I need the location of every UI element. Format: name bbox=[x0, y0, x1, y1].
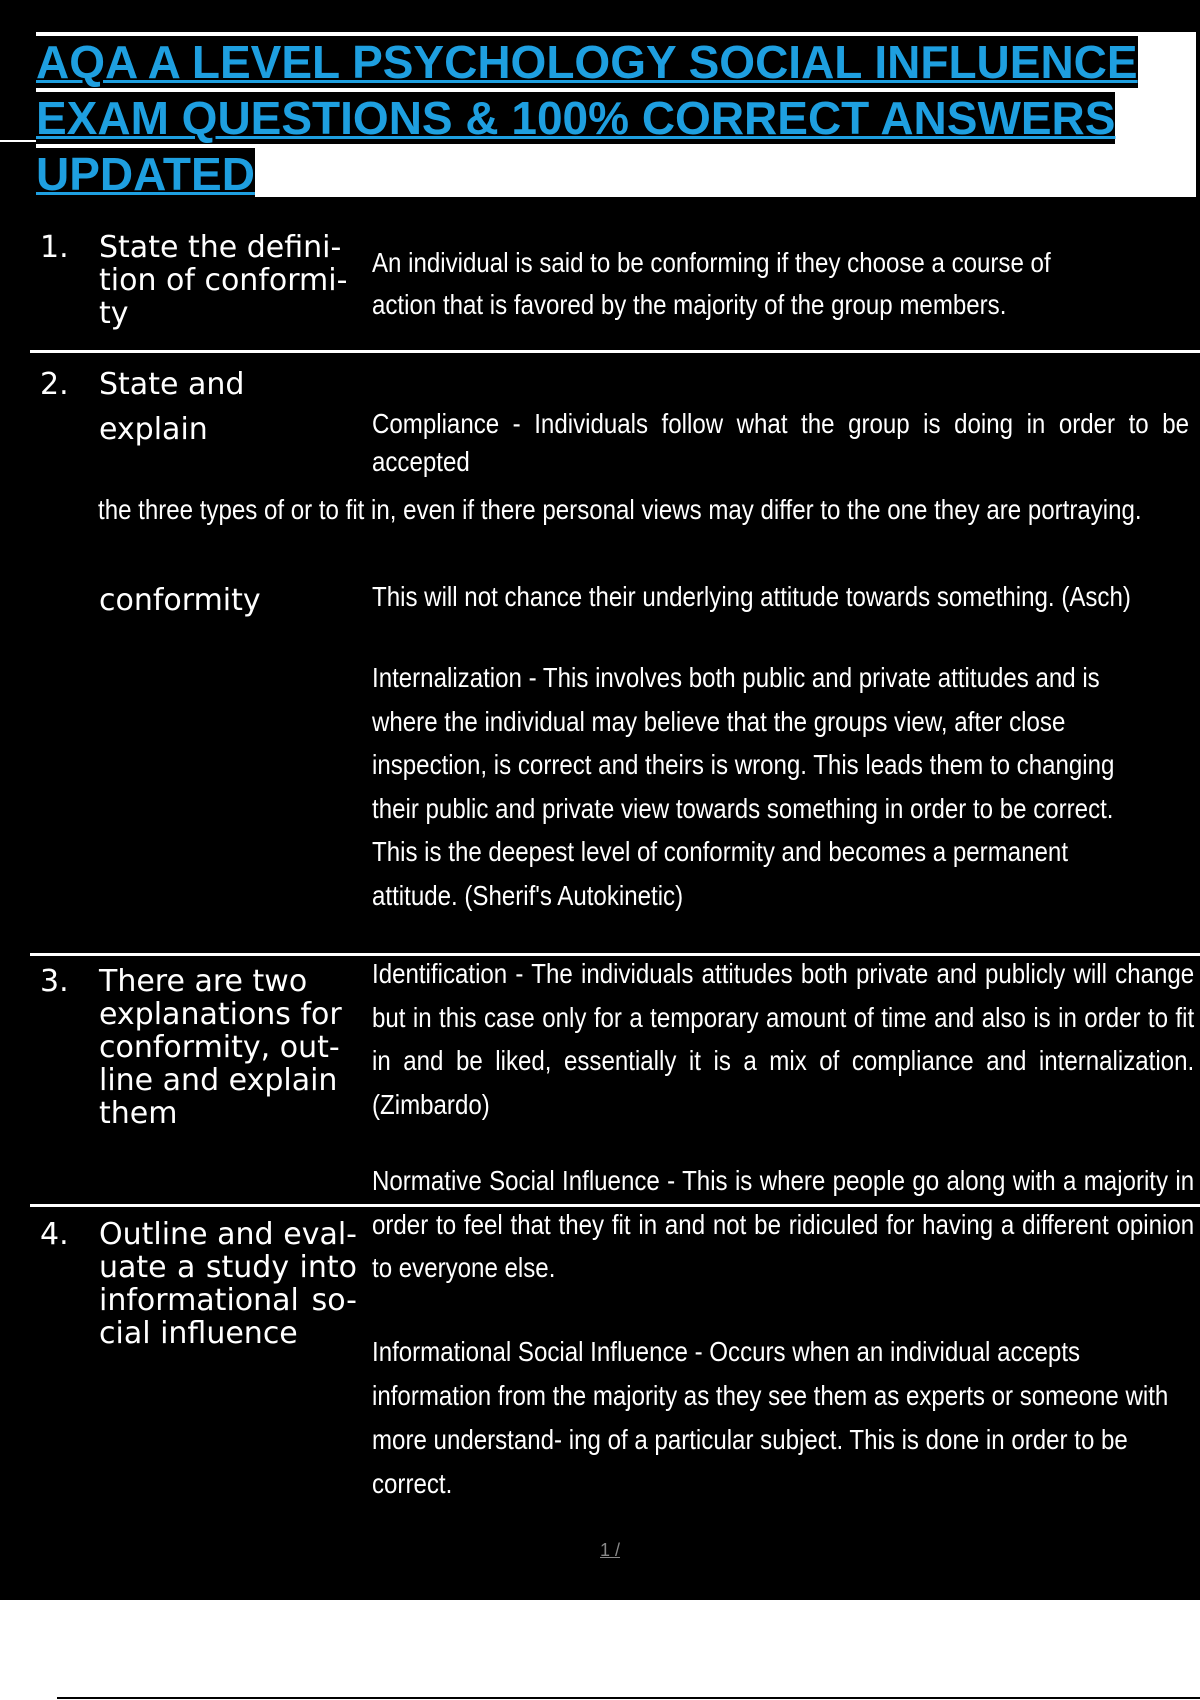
q2-number: 2. bbox=[40, 367, 69, 402]
q2-answer-line-1: Compliance - Individuals follow what the group is doing in order to be accepted bbox=[372, 408, 1189, 477]
q4-number: 4. bbox=[40, 1217, 69, 1252]
q3-question: There are two explanations for conformity, out- line and explain them bbox=[99, 964, 342, 1131]
q2-question-line-3: conformity bbox=[99, 583, 261, 618]
q2-question-line-2: explain bbox=[99, 412, 208, 447]
q1-question: State the defini- tion of conformi- ty bbox=[99, 230, 348, 331]
page-number: 1 / bbox=[600, 1540, 621, 1560]
document-title-text: AQA A LEVEL PSYCHOLOGY SOCIAL INFLUENCE EXAM QUESTIONS & 100% CORRECT ANSWERS UPDATED bbox=[36, 36, 1138, 200]
q3-answer-para-1: Identification - The individuals attitudes both private and publicly will change but in this case only for a temporary amount of time and also is in order to fit in and be liked, essentially it is a mix of compliance and internalization. (Zimbardo) bbox=[372, 958, 1195, 1120]
row-divider-1 bbox=[30, 350, 1200, 353]
footer-rule bbox=[57, 1697, 1200, 1699]
document-title[interactable] bbox=[36, 34, 1200, 202]
q2-answer-para-2: Internalization - This involves both public and private attitudes and is where the individual may believe that the groups view, after close inspection, is correct and theirs is wrong. This leads them to changing their public and private view towards something in order to be correct. This is the deepest level of conformity and becomes a permanent attitude. (Sherif's Autokinetic) bbox=[372, 662, 1115, 911]
title-margin-mark bbox=[0, 140, 36, 142]
row-divider-3 bbox=[30, 1204, 1200, 1207]
q2-answer-line-2: the three types of or to fit in, even if there personal views may differ to the one they are portraying. bbox=[98, 494, 1142, 525]
q3-answer-para-2: Normative Social Influence - This is where people go along with a majority in order to feel that they fit in and not be ridiculed for having a different opinion to everyone else. bbox=[372, 1165, 1195, 1283]
q4-question: Outline and eval- uate a study into informational so- cial influence bbox=[99, 1217, 357, 1351]
q2-question-line-1: State and bbox=[99, 367, 245, 402]
q3-number: 3. bbox=[40, 964, 69, 999]
q1-number: 1. bbox=[40, 230, 69, 265]
q2-answer-line-3: This will not chance their underlying attitude towards something. (Asch) bbox=[372, 581, 1131, 612]
q3-answer-para-3: Informational Social Influence - Occurs when an individual accepts information from the majority as they see them as experts or someone with more understand- ing of a particular subject. This is done in order to be correct. bbox=[372, 1336, 1169, 1499]
q1-answer: An individual is said to be conforming if they choose a course of action that is favored by the majority of the group members. bbox=[372, 247, 1051, 320]
